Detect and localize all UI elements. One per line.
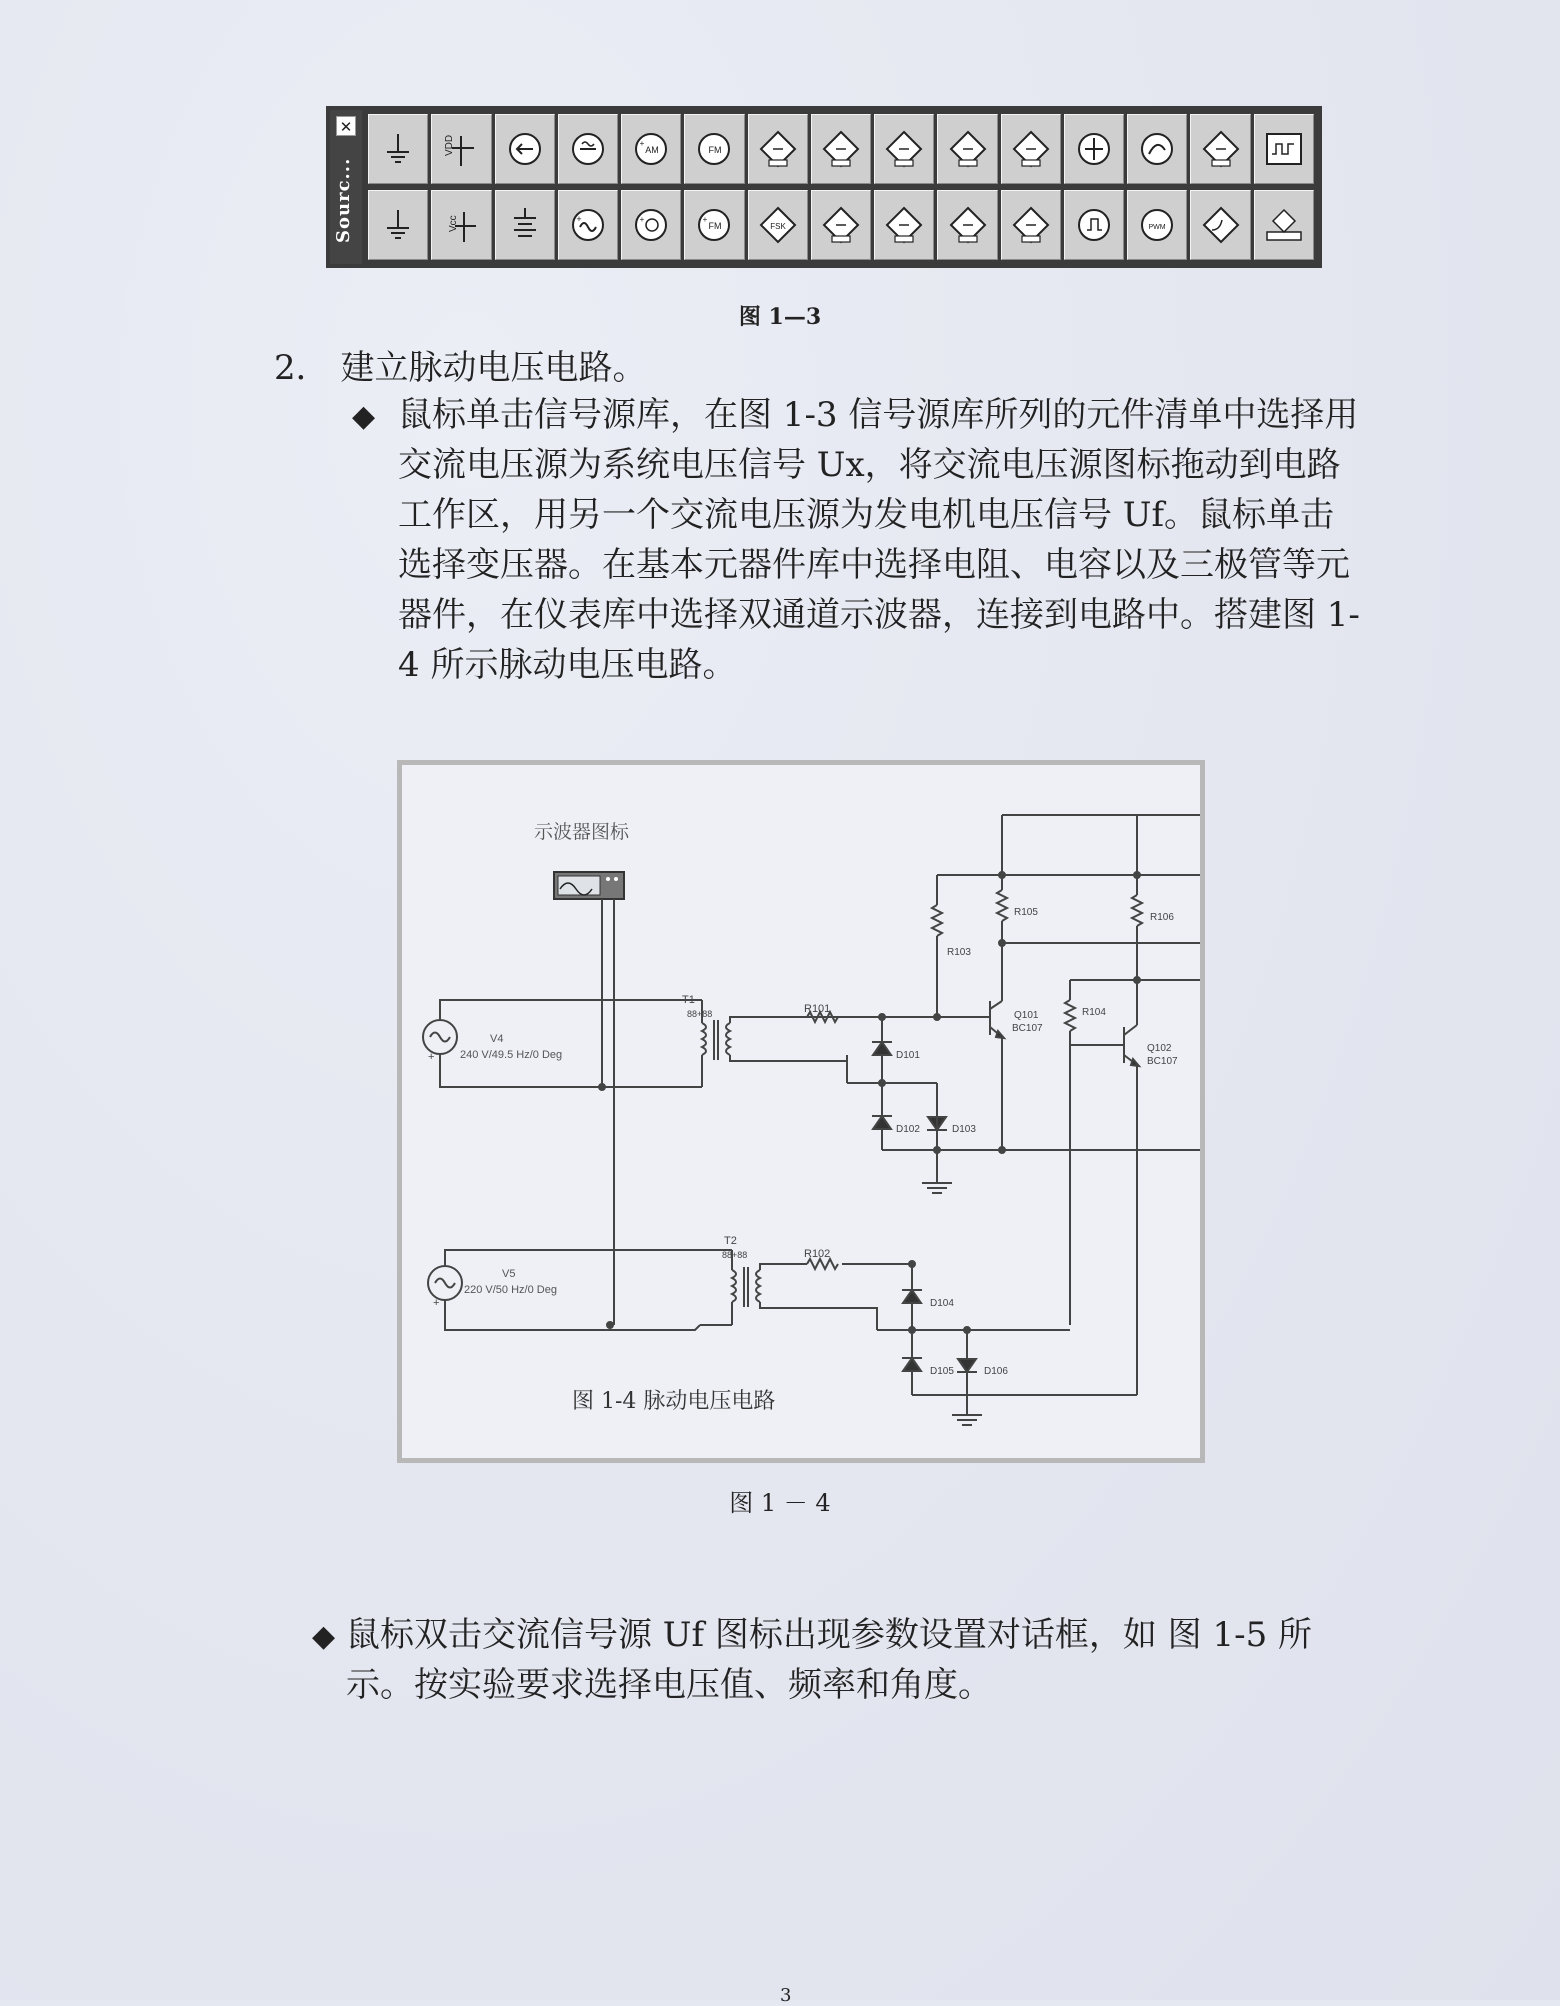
figure-inner-caption: 图 1-4 脉动电压电路 — [572, 1389, 776, 1414]
vcc-icon-glyph — [438, 202, 484, 248]
am-source-icon[interactable] — [621, 114, 681, 184]
toolbar-button-grid — [368, 114, 1314, 260]
pwl-voltage-icon-glyph — [1008, 202, 1054, 248]
r106-label: R106 — [1150, 912, 1174, 923]
nonlinear-source-icon[interactable] — [1127, 114, 1187, 184]
svg-text:+: + — [428, 1051, 435, 1063]
vdd-icon-glyph — [438, 126, 484, 172]
voltage-controlled-current-icon[interactable] — [874, 114, 934, 184]
figure-1-4-caption: 图 1 － 4 — [729, 1489, 831, 1517]
current-controlled-voltage-icon[interactable] — [811, 114, 871, 184]
bullet-marker-2: ◆ — [312, 1619, 336, 1654]
transformer-t2 — [732, 1250, 760, 1325]
dc-current-source-icon[interactable] — [495, 114, 555, 184]
exponential-source-icon[interactable] — [1190, 190, 1250, 260]
pulse-source-icon[interactable] — [1064, 190, 1124, 260]
r103-label: R103 — [947, 947, 971, 958]
dc-current-source-icon-glyph — [502, 126, 548, 172]
fm-voltage-source-icon[interactable] — [621, 190, 681, 260]
diode-d102 — [873, 1116, 891, 1129]
nonlinear-source-icon-glyph — [1134, 126, 1180, 172]
polynomial-source-icon-glyph — [1071, 126, 1117, 172]
section-title: 2． 建立脉动电压电路。 — [274, 348, 647, 388]
clock-icon[interactable] — [1254, 114, 1314, 184]
vdd-icon[interactable] — [431, 114, 491, 184]
oscilloscope-icon[interactable] — [554, 872, 624, 899]
ground-icon-glyph — [375, 126, 421, 172]
r101-label: R101 — [804, 1003, 831, 1015]
voltage-controlled-current-icon-glyph — [881, 126, 927, 172]
q102-model: BC107 — [1147, 1056, 1178, 1067]
resistor-r105 — [997, 890, 1007, 921]
ac-voltage-source-icon-glyph — [565, 202, 611, 248]
current-controlled-voltage-icon-glyph — [818, 126, 864, 172]
ground-icon-glyph — [375, 202, 421, 248]
vcc-icon[interactable] — [431, 190, 491, 260]
t1-label: T1 — [682, 994, 695, 1006]
q102-label: Q102 — [1147, 1043, 1172, 1054]
pwl-voltage-icon[interactable] — [1001, 190, 1061, 260]
battery-icon-glyph — [502, 202, 548, 248]
voltage-controlled-triangle-icon-glyph — [945, 202, 991, 248]
svg-text:+: + — [433, 1297, 440, 1309]
bullet-marker: ◆ — [352, 399, 376, 434]
exponential-source-icon-glyph — [1198, 202, 1244, 248]
resistor-r102 — [807, 1259, 838, 1269]
controlled-one-shot-icon[interactable] — [1001, 114, 1061, 184]
source-toolbar — [326, 106, 1322, 268]
svg-text:+: + — [639, 215, 645, 224]
diode-d101 — [873, 1042, 891, 1055]
d104-label: D104 — [930, 1298, 954, 1309]
diode-d104 — [903, 1290, 921, 1303]
paragraph-1: 鼠标单击信号源库，在图 1-3 信号源库所列的元件清单中选择用交流电压源为系统电压信号 Ux，将交流电压源图标拖动到电路工作区，用另一个交流电压源为发电机电压信号 Uf。鼠标单击选择变压器。在基本元器件库中选择电阻、电容以及三极管等元器件，在仪表库中选择双通道示波器，连接到电路中。搭建图 1-4 所示脉动电压电路。 — [398, 395, 1360, 685]
t1-ratio: 88+88 — [687, 1009, 713, 1019]
svg-text:+: + — [703, 215, 708, 224]
close-icon[interactable]: ✕ — [336, 116, 356, 136]
pwm-source-icon-glyph — [1134, 202, 1180, 248]
v4-value: 240 V/49.5 Hz/0 Deg — [460, 1049, 563, 1061]
diode-d105 — [903, 1358, 921, 1371]
v4-label: V4 — [490, 1033, 504, 1045]
digital-source-icon[interactable] — [1254, 190, 1314, 260]
pulse-source-icon-glyph — [1071, 202, 1117, 248]
fm-current-source-icon-glyph — [691, 126, 737, 172]
v5-label: V5 — [502, 1268, 516, 1280]
am-source-icon-glyph — [628, 126, 674, 172]
voltage-controlled-voltage-icon[interactable] — [748, 114, 808, 184]
transistor-q102 — [1070, 1025, 1139, 1066]
fm-source-icon[interactable] — [684, 190, 744, 260]
figure-1-3-caption: 图 1—3 — [738, 304, 822, 330]
voltage-controlled-switch-icon[interactable] — [1190, 114, 1250, 184]
t2-ratio: 88+88 — [722, 1250, 748, 1260]
voltage-controlled-square-icon-glyph — [881, 202, 927, 248]
svg-text:VDD: VDD — [444, 134, 456, 156]
svg-text:+: + — [639, 139, 645, 148]
voltage-controlled-sine-icon[interactable] — [811, 190, 871, 260]
svg-text:+: + — [576, 214, 582, 224]
d103-label: D103 — [952, 1124, 976, 1135]
voltage-controlled-sine-icon-glyph — [818, 202, 864, 248]
d101-label: D101 — [896, 1050, 920, 1061]
resistor-r104 — [1065, 1000, 1075, 1031]
fsk-source-icon[interactable] — [748, 190, 808, 260]
battery-icon[interactable] — [495, 190, 555, 260]
controlled-one-shot-icon-glyph — [1008, 126, 1054, 172]
q101-label: Q101 — [1014, 1010, 1039, 1021]
fm-voltage-source-icon-glyph — [628, 202, 674, 248]
oscilloscope-label: 示波器图标 — [534, 822, 630, 843]
t2-label: T2 — [724, 1235, 737, 1247]
resistor-r103 — [932, 905, 942, 936]
ac-current-source-icon[interactable] — [558, 114, 618, 184]
figure-1-4 — [397, 760, 1205, 1463]
page-number: 3 — [780, 1985, 792, 2006]
paragraph-2: 鼠标双击交流信号源 Uf 图标出现参数设置对话框，如 图 1-5 所示。按实验要求选择电压值、频率和角度。 — [346, 1615, 1313, 1705]
voltage-controlled-switch-icon-glyph — [1198, 126, 1244, 172]
current-controlled-current-icon-glyph — [945, 126, 991, 172]
polynomial-source-icon[interactable] — [1064, 114, 1124, 184]
d105-label: D105 — [930, 1366, 954, 1377]
pwm-source-icon[interactable] — [1127, 190, 1187, 260]
q101-model: BC107 — [1012, 1023, 1043, 1034]
clock-icon-glyph — [1261, 126, 1307, 172]
svg-text:FM: FM — [708, 145, 722, 155]
voltage-controlled-voltage-icon-glyph — [755, 126, 801, 172]
voltage-controlled-triangle-icon[interactable] — [937, 190, 997, 260]
transistor-q101 — [957, 1001, 1004, 1038]
r105-label: R105 — [1014, 907, 1038, 918]
ground-icon[interactable] — [368, 114, 428, 184]
r104-label: R104 — [1082, 1007, 1106, 1018]
resistor-r106 — [1132, 895, 1142, 926]
d106-label: D106 — [984, 1366, 1008, 1377]
svg-text:FM: FM — [708, 221, 722, 231]
ac-voltage-source-icon[interactable] — [558, 190, 618, 260]
toolbar-title: Sourc... — [333, 157, 354, 243]
svg-text:PWM: PWM — [1148, 224, 1166, 231]
fm-source-icon-glyph — [691, 202, 737, 248]
r102-label: R102 — [804, 1248, 831, 1260]
fsk-source-icon-glyph — [755, 202, 801, 248]
pulse-voltage-circuit-schematic — [402, 765, 1200, 1458]
ac-current-source-icon-glyph — [565, 126, 611, 172]
fm-current-source-icon[interactable] — [684, 114, 744, 184]
svg-text:AM: AM — [645, 145, 659, 155]
svg-text:FSK: FSK — [769, 222, 786, 231]
ground-icon[interactable] — [368, 190, 428, 260]
current-controlled-current-icon[interactable] — [937, 114, 997, 184]
d102-label: D102 — [896, 1124, 920, 1135]
svg-text:Vcc: Vcc — [448, 215, 460, 232]
toolbar-title-bar — [330, 110, 362, 264]
diode-d106 — [958, 1359, 976, 1372]
v5-value: 220 V/50 Hz/0 Deg — [464, 1284, 557, 1296]
digital-source-icon-glyph — [1261, 202, 1307, 248]
voltage-controlled-square-icon[interactable] — [874, 190, 934, 260]
